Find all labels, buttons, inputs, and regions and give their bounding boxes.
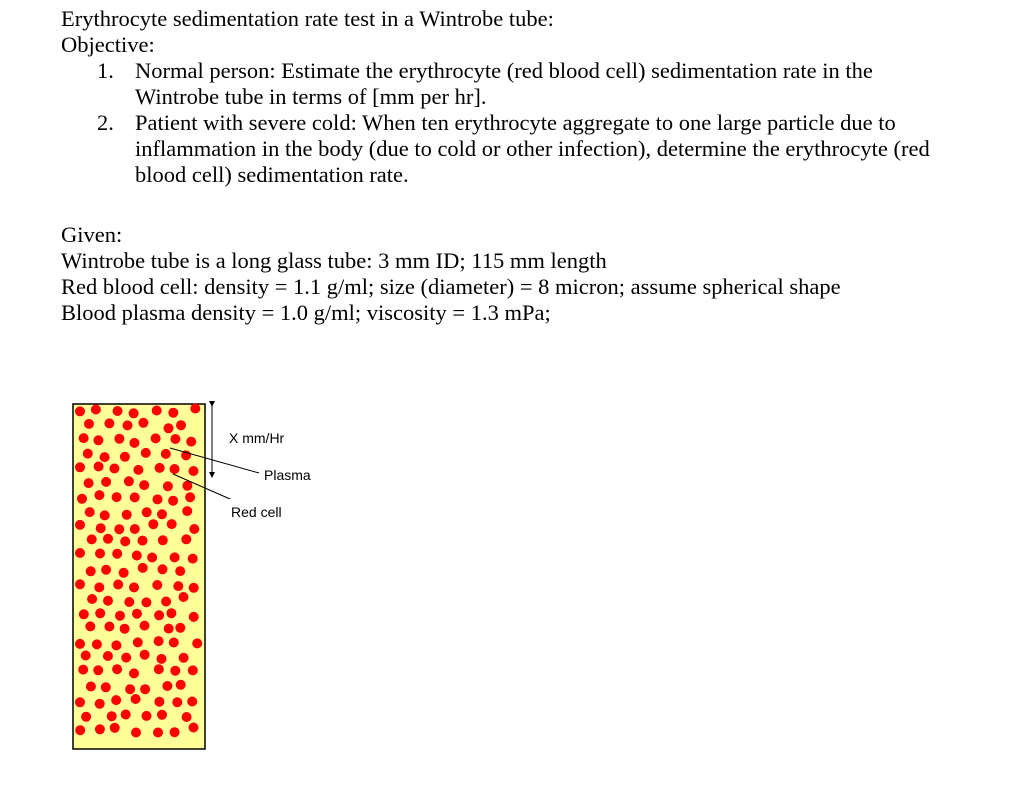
red-cell xyxy=(155,463,165,473)
red-cell xyxy=(100,510,110,520)
red-cell xyxy=(75,406,85,416)
red-cell xyxy=(182,506,192,516)
red-cell xyxy=(103,534,113,544)
red-cell xyxy=(111,695,121,705)
given-item: Red blood cell: density = 1.1 g/ml; size (diameter) = 8 micron; assume spherical shape xyxy=(61,274,841,299)
red-cell xyxy=(182,712,192,722)
red-cell xyxy=(78,665,88,675)
objective-text-line: Patient with severe cold: When ten erythrocyte aggregate to one large particle due to xyxy=(135,110,896,135)
red-cell xyxy=(188,665,198,675)
red-cell xyxy=(109,464,119,474)
page-title: Erythrocyte sedimentation rate test in a Wintrobe tube: xyxy=(61,6,554,31)
red-cell xyxy=(185,492,195,502)
red-cell xyxy=(119,568,129,578)
red-cell xyxy=(92,639,102,649)
red-cell xyxy=(79,433,89,443)
red-cell xyxy=(140,684,150,694)
red-cell xyxy=(154,636,164,646)
red-cell xyxy=(94,490,104,500)
red-cell xyxy=(114,524,124,534)
red-cell xyxy=(75,639,85,649)
red-cell xyxy=(142,507,152,517)
given-item: Wintrobe tube is a long glass tube: 3 mm ID; 115 mm length xyxy=(61,248,607,273)
red-cell xyxy=(93,665,103,675)
red-cell xyxy=(101,682,111,692)
red-cell xyxy=(75,548,85,558)
red-cell xyxy=(179,653,189,663)
red-cell xyxy=(93,435,103,445)
red-cell xyxy=(154,610,164,620)
red-cell xyxy=(94,462,104,472)
red-cell xyxy=(104,418,114,428)
red-cell xyxy=(147,553,157,563)
red-cell xyxy=(181,534,191,544)
red-cell xyxy=(176,680,186,690)
red-cell xyxy=(166,608,176,618)
red-cell xyxy=(81,712,91,722)
red-cell xyxy=(85,507,95,517)
given-item: Blood plasma density = 1.0 g/ml; viscosity = 1.3 mPa; xyxy=(61,300,551,325)
red-cell xyxy=(131,694,141,704)
red-cell xyxy=(142,711,152,721)
red-cell xyxy=(189,612,199,622)
red-cell xyxy=(94,582,104,592)
red-cell xyxy=(170,464,180,474)
red-cell xyxy=(107,711,117,721)
red-cell xyxy=(169,638,179,648)
red-cell xyxy=(157,654,167,664)
red-cell xyxy=(91,405,101,415)
red-cell xyxy=(157,509,167,519)
red-cell xyxy=(113,406,123,416)
red-cell xyxy=(151,433,161,443)
red-cell xyxy=(154,664,164,674)
red-cell xyxy=(130,492,140,502)
red-cell xyxy=(114,434,124,444)
red-cell xyxy=(138,418,148,428)
red-cell xyxy=(140,621,150,631)
red-cell-label: Red cell xyxy=(231,504,282,520)
plasma-label: Plasma xyxy=(264,467,311,483)
red-cell xyxy=(81,651,91,661)
red-cell xyxy=(157,710,167,720)
red-cell xyxy=(115,611,125,621)
red-cell xyxy=(101,565,111,575)
red-cell xyxy=(189,583,199,593)
red-cell xyxy=(170,727,180,737)
red-cell xyxy=(112,492,122,502)
red-cell xyxy=(75,725,85,735)
red-cell xyxy=(154,697,164,707)
red-cell xyxy=(75,579,85,589)
red-cell xyxy=(152,580,162,590)
red-cell xyxy=(110,723,120,733)
red-cell xyxy=(170,552,180,562)
red-cell xyxy=(168,408,178,418)
red-cell xyxy=(132,551,142,561)
red-cell xyxy=(139,480,149,490)
red-cell xyxy=(113,580,123,590)
red-cell xyxy=(129,408,139,418)
red-cell xyxy=(83,449,93,459)
red-cell xyxy=(192,638,202,648)
red-cell xyxy=(129,438,139,448)
red-cell xyxy=(95,608,105,618)
red-cell xyxy=(140,650,150,660)
red-cell xyxy=(170,666,180,676)
red-cell xyxy=(158,564,168,574)
red-cell xyxy=(179,592,189,602)
red-cell xyxy=(86,682,96,692)
red-cell xyxy=(133,637,143,647)
red-cell xyxy=(84,419,94,429)
red-cell xyxy=(172,697,182,707)
red-cell xyxy=(75,520,85,530)
red-cell xyxy=(162,681,172,691)
red-cell xyxy=(75,697,85,707)
red-cell xyxy=(153,728,163,738)
red-cell xyxy=(189,524,199,534)
red-cell xyxy=(103,596,113,606)
red-cell xyxy=(188,554,198,564)
red-cell xyxy=(163,481,173,491)
red-cell xyxy=(175,623,185,633)
red-cell xyxy=(173,581,183,591)
rate-label: X mm/Hr xyxy=(229,430,285,446)
red-cell xyxy=(96,523,106,533)
red-cell xyxy=(141,597,151,607)
red-cell xyxy=(132,609,142,619)
red-cell xyxy=(124,597,134,607)
red-cell xyxy=(79,609,89,619)
red-cell xyxy=(170,434,180,444)
red-cell xyxy=(103,651,113,661)
objective-text-line: blood cell) sedimentation rate. xyxy=(135,162,409,187)
red-cell xyxy=(129,668,139,678)
red-cell xyxy=(131,728,141,738)
red-cell xyxy=(138,563,148,573)
red-cell xyxy=(190,404,200,414)
red-cell xyxy=(158,535,168,545)
red-cell xyxy=(189,723,199,733)
red-cell xyxy=(77,494,87,504)
red-cell xyxy=(161,597,171,607)
red-cell xyxy=(101,477,111,487)
red-cell xyxy=(167,519,177,529)
red-cell xyxy=(186,437,196,447)
red-cell xyxy=(100,452,110,462)
red-cell xyxy=(120,452,130,462)
red-cell xyxy=(175,566,185,576)
objective-text-line: Wintrobe tube in terms of [mm per hr]. xyxy=(135,84,487,109)
red-cell xyxy=(124,476,134,486)
red-cell xyxy=(176,420,186,430)
red-cell xyxy=(84,478,94,488)
red-cell xyxy=(164,423,174,433)
red-cell xyxy=(130,524,140,534)
red-cell xyxy=(104,622,114,632)
red-cell xyxy=(153,494,163,504)
red-cell xyxy=(125,684,135,694)
red-cell xyxy=(168,496,178,506)
red-cell xyxy=(85,621,95,631)
red-cell xyxy=(120,536,130,546)
red-cell xyxy=(95,549,105,559)
red-cell xyxy=(112,549,122,559)
red-cell xyxy=(161,449,171,459)
red-cell xyxy=(164,624,174,634)
objective-number: 1. xyxy=(97,58,114,83)
objective-text-line: Normal person: Estimate the erythrocyte (red blood cell) sedimentation rate in the xyxy=(135,58,873,83)
red-cell xyxy=(148,519,158,529)
red-cell xyxy=(141,448,151,458)
red-cell xyxy=(86,566,96,576)
red-cell xyxy=(95,699,105,709)
red-cell xyxy=(122,510,132,520)
red-cell xyxy=(133,465,143,475)
red-cell xyxy=(75,462,85,472)
red-cell xyxy=(120,624,130,634)
red-cell xyxy=(87,594,97,604)
objective-number: 2. xyxy=(97,110,114,135)
red-cell xyxy=(138,536,148,546)
red-cell xyxy=(95,724,105,734)
objective-heading: Objective: xyxy=(61,32,155,57)
red-cell xyxy=(111,640,121,650)
given-heading: Given: xyxy=(61,222,123,247)
red-cell xyxy=(121,653,131,663)
objective-text-line: inflammation in the body (due to cold or other infection), determine the erythrocyte (red xyxy=(135,136,930,161)
red-cell xyxy=(123,420,133,430)
red-cell xyxy=(129,582,139,592)
red-cell xyxy=(152,406,162,416)
red-cell xyxy=(187,697,197,707)
red-cell xyxy=(121,710,131,720)
red-cell xyxy=(189,466,199,476)
red-cell xyxy=(87,534,97,544)
red-cell xyxy=(112,664,122,674)
